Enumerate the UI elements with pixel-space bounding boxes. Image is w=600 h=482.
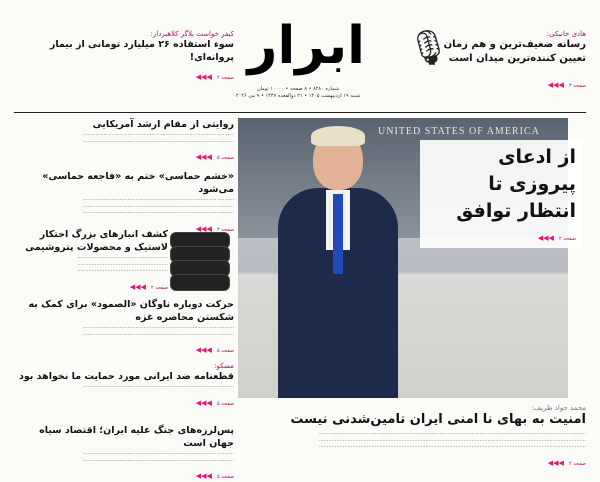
left-story-1-headline: روایتی از مقام ارشد آمریکایی: [92, 119, 234, 130]
issue-line-2: شنبه ۱۹ اردیبهشت ۱۴۰۵ • ۲۱ ذوالقعده ۱۴۴۷ • ۹ می ۲۰۲۶: [235, 93, 361, 99]
issue-line-1: شماره ۸۲۸۰ • ۸ صفحه • ۱۰۰۰۰ تومان: [256, 86, 340, 92]
tires-photo: [170, 232, 234, 292]
left-story-4-headline: حرکت دوباره ناوگان «الصمود» برای کمک به شکستن محاصره غزه: [28, 299, 234, 323]
left-story-6-ref: صفحه ۵: [217, 474, 234, 480]
bottom-ref: صفحه ۲: [569, 460, 586, 467]
top-left-headline: سوء استفاده ۲۶ میلیارد تومانی از بیمار پروانه‌ای!: [49, 39, 234, 63]
left-story-1-ref: صفحه ۵: [217, 155, 234, 161]
arrows-icon: ◀◀◀: [195, 346, 212, 354]
bottom-kicker: محمد جواد ظریف:: [531, 404, 586, 412]
left-story-3-headline: کشف انبارهای بزرگ احتکار لاستیک و محصولات پتروشیمی: [25, 229, 168, 253]
left-story-5-kicker: مسکو:: [214, 362, 234, 370]
left-story-5-headline: قطعنامه ضد ایرانی مورد حمایت ما نخواهد بود: [18, 371, 234, 382]
helicopter-sign: UNITED STATES OF AMERICA: [378, 126, 540, 137]
arrows-icon: ◀◀◀: [547, 81, 564, 89]
photo-ref: صفحه ۲: [559, 236, 576, 242]
divider: [14, 112, 586, 113]
bottom-story: محمد جواد ظریف: امنیت به بهای نا امنی ایران تامین‌شدنی نیست ........................................................................................................................................................................ ........................................................................................................................................................................ ........................................................................................................................................................................ صفحه ۲ ◀◀◀: [256, 404, 586, 469]
left-story-5-ref: صفحه ۵: [217, 400, 234, 407]
left-story-2: «خشم حماسی» ختم به «فاجعه حماسی» می‌شود ............................................................................................... ............................................................................................... ............................................................................................... صفحه ۳ ◀◀◀: [14, 170, 234, 235]
photo-headline-box: [420, 140, 582, 248]
top-left-kicker: کیفر خواست بلاگر کلاهبردار:: [150, 30, 234, 38]
left-story-2-headline: «خشم حماسی» ختم به «فاجعه حماسی» می‌شود: [42, 171, 234, 195]
photo-headline: از ادعای پیروزی تا انتظار توافق: [456, 146, 576, 222]
top-right-story: [426, 30, 586, 91]
top-right-headline: رسانه ضعیف‌ترین و هم زمان تعیین کننده‌ترین میدان است: [443, 39, 586, 64]
top-right-ref: صفحه ۳: [569, 83, 586, 89]
issue-info: [208, 86, 388, 100]
left-story-3: کشف انبارهای بزرگ احتکار لاستیک و محصولات پتروشیمی ......................................................... ......................................................... ......................................................... صفحه ۲ ◀◀◀: [14, 228, 168, 293]
left-story-4-ref: صفحه ۵: [217, 348, 234, 354]
arrows-icon: ◀◀◀: [537, 234, 554, 242]
arrows-icon: ◀◀◀: [195, 153, 212, 161]
left-story-6-headline: پس‌لرزه‌های جنگ علیه ایران؛ اقتصاد سیاه جهان است: [39, 425, 234, 449]
arrows-icon: ◀◀◀: [547, 458, 564, 467]
arrows-icon: ◀◀◀: [195, 224, 212, 233]
top-right-kicker: هادی خانیکی:: [546, 30, 586, 38]
masthead-logo: ابرار: [247, 16, 365, 76]
left-story-1: روایتی از مقام ارشد آمریکایی ............................................................................................... ............................................................................................... صفحه ۵ ◀◀◀: [14, 118, 234, 163]
arrows-icon: ◀◀◀: [129, 282, 146, 291]
microphone-icon: 🎙: [406, 28, 450, 68]
bottom-headline: امنیت به بهای نا امنی ایران تامین‌شدنی نیست: [290, 412, 586, 427]
arrows-icon: ◀◀◀: [195, 398, 212, 407]
left-story-4: حرکت دوباره ناوگان «الصمود» برای کمک به شکستن محاصره غزه ............................................................................................... ............................................................................................... صفحه ۵ ◀◀◀: [14, 298, 234, 356]
left-story-6: پس‌لرزه‌های جنگ علیه ایران؛ اقتصاد سیاه جهان است ............................................................................................... ............................................................................................... صفحه ۵ ◀◀◀: [14, 424, 234, 482]
top-left-story: [14, 30, 234, 83]
left-story-5: مسکو: قطعنامه ضد ایرانی مورد حمایت ما نخواهد بود ............................................................................................... صفحه ۵ ◀◀◀: [14, 362, 234, 409]
left-story-2-ref: صفحه ۳: [217, 226, 234, 233]
left-story-3-ref: صفحه ۲: [151, 284, 168, 291]
arrows-icon: ◀◀◀: [195, 472, 212, 480]
left-story-1-text: ...............................................................................................: [83, 131, 234, 137]
arrows-icon: ◀◀◀: [195, 73, 212, 81]
tire-icon: [170, 274, 230, 291]
top-left-ref: صفحه ۲: [217, 75, 234, 81]
